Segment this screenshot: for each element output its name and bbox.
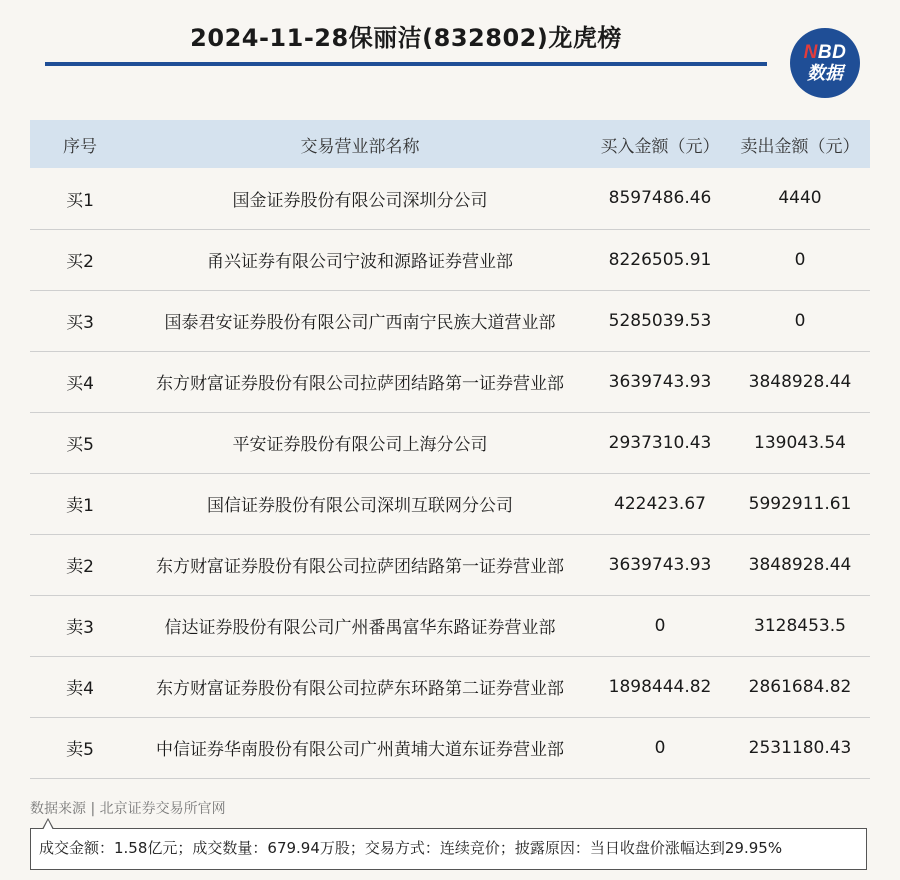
cell-seq: 买3 [66, 313, 94, 333]
table-row [30, 290, 870, 351]
header-sell: 卖出金额（元） [740, 136, 860, 157]
trade-summary-note: 成交金额：1.58亿元；成交数量：679.94万股；交易方式：连续竞价；披露原因：当日收盘价涨幅达到29.95% [30, 828, 867, 870]
cell-buy: 1898444.82 [608, 676, 712, 697]
cell-sell: 3128453.5 [754, 615, 846, 636]
cell-sell: 0 [794, 249, 806, 270]
cell-buy: 3639743.93 [608, 554, 712, 575]
cell-buy: 5285039.53 [608, 310, 712, 331]
cell-sell: 3848928.44 [748, 371, 852, 392]
cell-seq: 买4 [66, 374, 94, 394]
cell-buy: 8226505.91 [608, 249, 712, 270]
title-divider [45, 62, 767, 66]
cell-buy: 3639743.93 [608, 371, 712, 392]
cell-seq: 卖5 [66, 740, 94, 760]
table-row [30, 229, 870, 290]
cell-name: 东方财富证券股份有限公司拉萨东环路第二证券营业部 [156, 679, 564, 699]
cell-seq: 卖4 [66, 679, 94, 699]
cell-sell: 2531180.43 [748, 737, 852, 758]
cell-buy: 8597486.46 [608, 188, 712, 209]
dragon-tiger-table [30, 120, 870, 779]
cell-buy: 0 [654, 615, 666, 636]
cell-sell: 0 [794, 310, 806, 331]
cell-sell: 5992911.61 [748, 493, 852, 514]
logo-line1 [804, 43, 847, 63]
table-header-row [30, 120, 870, 168]
cell-name: 国金证券股份有限公司深圳分公司 [232, 190, 488, 211]
cell-seq: 卖2 [66, 557, 94, 577]
table-row [30, 168, 870, 229]
header-buy: 买入金额（元） [600, 136, 720, 157]
note-pointer-fill [43, 820, 53, 830]
header-seq: 序号 [63, 136, 97, 157]
logo-letters: BD [817, 41, 847, 63]
nbd-logo [790, 28, 860, 98]
logo-accent-letter: N [803, 41, 818, 63]
cell-seq: 买5 [66, 435, 94, 455]
cell-seq: 卖3 [66, 618, 94, 638]
cell-buy: 2937310.43 [608, 432, 712, 453]
cell-name: 平安证券股份有限公司上海分公司 [232, 435, 488, 455]
table-row [30, 351, 870, 412]
cell-sell: 4440 [778, 188, 822, 209]
cell-seq: 买2 [66, 252, 94, 272]
table-row [30, 595, 870, 656]
table-row [30, 412, 870, 473]
cell-name: 东方财富证券股份有限公司拉萨团结路第一证券营业部 [156, 557, 564, 577]
cell-seq: 卖1 [66, 496, 94, 516]
table-row [30, 717, 870, 778]
header-name: 交易营业部名称 [300, 136, 420, 157]
cell-sell: 139043.54 [754, 432, 846, 453]
page-title: 2024-11-28保丽洁(832802)龙虎榜 [190, 24, 622, 52]
data-source: 数据来源 | 北京证券交易所官网 [30, 801, 226, 817]
cell-name: 信达证券股份有限公司广州番禺富华东路证券营业部 [164, 618, 556, 638]
logo-line2: 数据 [807, 62, 843, 83]
cell-name: 国泰君安证券股份有限公司广西南宁民族大道营业部 [164, 313, 556, 333]
table-row [30, 656, 870, 717]
cell-name: 中信证券华南股份有限公司广州黄埔大道东证券营业部 [156, 740, 564, 760]
cell-sell: 3848928.44 [748, 554, 852, 575]
cell-buy: 0 [654, 737, 666, 758]
cell-seq: 买1 [66, 190, 94, 211]
cell-sell: 2861684.82 [748, 676, 852, 697]
cell-buy: 422423.67 [614, 493, 706, 514]
table-row [30, 473, 870, 534]
cell-name: 东方财富证券股份有限公司拉萨团结路第一证券营业部 [156, 374, 564, 394]
cell-name: 国信证券股份有限公司深圳互联网分公司 [207, 496, 513, 516]
table-row [30, 534, 870, 595]
cell-name: 甬兴证券有限公司宁波和源路证券营业部 [207, 252, 513, 272]
